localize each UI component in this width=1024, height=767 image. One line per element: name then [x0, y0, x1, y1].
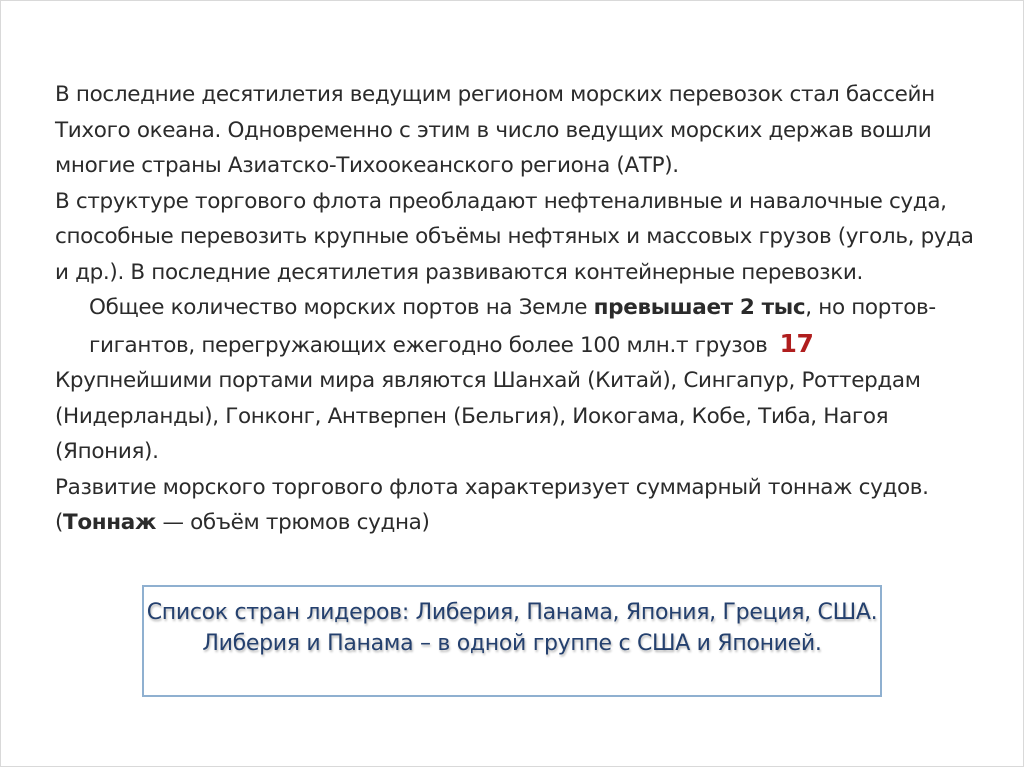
ports-count-text-cont: , но портов-гигантов, перегружающих ежегодно более 100 млн.т грузов — [89, 295, 936, 358]
ports-count-bold: превышает 2 тыс — [593, 295, 806, 320]
paragraph-largest-ports: Крупнейшими портами мира являются Шанхай (Китай), Сингапур, Роттердам (Нидерланды), Гонконг, Антверпен (Бельгия), Иокогама, Кобе, Тиба, Нагоя (Япония). — [55, 368, 921, 464]
tonnage-text: Развитие морского торгового флота характеризует суммарный тоннаж судов. ( — [55, 474, 929, 535]
leaders-list: Список стран лидеров: Либерия, Панама, Япония, Греция, США. — [146, 600, 878, 625]
giant-ports-number: 17 — [779, 328, 814, 358]
main-text-block — [55, 77, 985, 541]
tonnage-term: Тоннаж — [63, 510, 156, 535]
paragraph-fleet-structure: В структуре торгового флота преобладают нефтеналивные и навалочные суда, способные перевозить крупные объёмы нефтяных и массовых грузов (уголь, руда и др.). В последние десятилетия развиваются контейнерные перевозки. — [55, 188, 974, 285]
tonnage-definition: — объём трюмов судна) — [156, 510, 430, 535]
leaders-group-note: Либерия и Панама – в одной группе с США и Японией. — [202, 631, 822, 656]
paragraph-tonnage — [55, 470, 985, 541]
paragraph-atr: В последние десятилетия ведущим регионом морских перевозок стал бассейн Тихого океана. Одновременно с этим в число ведущих морских держав вошли многие страны Азиатско-Тихоокеанского региона (АТР). — [55, 82, 935, 178]
paragraph-ports-count — [55, 290, 985, 363]
leaders-summary-box — [142, 585, 882, 697]
ports-count-text: Общее количество морских портов на Земле — [89, 295, 594, 320]
